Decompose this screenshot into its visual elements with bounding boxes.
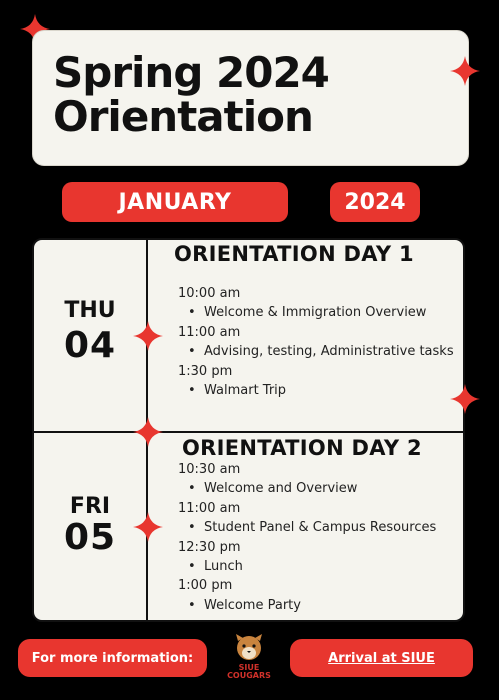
star-icon-divider-2 bbox=[133, 512, 163, 542]
star-icon-right-edge bbox=[450, 384, 480, 414]
schedule-time: 12:30 pm bbox=[178, 539, 241, 555]
day1-heading: ORIENTATION DAY 1 bbox=[174, 242, 414, 266]
schedule-divider-horizontal bbox=[32, 431, 465, 433]
schedule-time: 10:00 am bbox=[178, 286, 241, 301]
bullet-icon: • bbox=[188, 481, 196, 497]
title-card bbox=[32, 30, 469, 166]
day1-weekday: THU bbox=[64, 298, 116, 323]
day1-schedule bbox=[178, 284, 458, 400]
schedule-time: 10:30 am bbox=[178, 462, 241, 477]
day2-date: 05 bbox=[63, 517, 117, 558]
bullet-icon: • bbox=[188, 597, 196, 613]
bullet-icon: • bbox=[188, 520, 196, 536]
day2-schedule bbox=[178, 460, 458, 615]
logo-text-siue: SIUE bbox=[238, 663, 260, 672]
day1-date: 04 bbox=[63, 325, 117, 366]
bullet-icon: • bbox=[188, 382, 196, 398]
bullet-icon: • bbox=[188, 558, 196, 574]
more-info-label: For more information: bbox=[18, 639, 207, 677]
star-icon-top-right bbox=[450, 56, 480, 86]
page-title-line-1: Spring 2024 bbox=[53, 48, 329, 97]
day2-weekday: FRI bbox=[69, 494, 111, 519]
day2-heading: ORIENTATION DAY 2 bbox=[182, 436, 422, 460]
cougar-head-icon bbox=[224, 633, 274, 663]
siue-cougars-logo bbox=[224, 633, 274, 681]
schedule-time: 1:30 pm bbox=[178, 363, 233, 379]
year-badge: 2024 bbox=[330, 182, 420, 222]
star-icon-divider-1 bbox=[133, 321, 163, 351]
schedule-item: • Advising, testing, Administrative tasks bbox=[178, 342, 458, 361]
schedule-item: • Student Panel & Campus Resources bbox=[178, 518, 458, 537]
schedule-time: 11:00 am bbox=[178, 324, 241, 340]
schedule-item: • Walmart Trip bbox=[178, 381, 458, 400]
logo-text-cougars: COUGARS bbox=[227, 671, 271, 680]
bullet-icon: • bbox=[188, 344, 196, 360]
month-badge: JANUARY bbox=[62, 182, 288, 222]
schedule-item: • Lunch bbox=[178, 557, 458, 576]
schedule-time: 1:00 pm bbox=[178, 578, 233, 594]
schedule-item: • Welcome & Immigration Overview bbox=[178, 303, 458, 322]
star-icon-divider-center bbox=[133, 417, 163, 447]
page-title-line-2: Orientation bbox=[53, 92, 313, 141]
bullet-icon: • bbox=[188, 305, 196, 321]
schedule-item: • Welcome Party bbox=[178, 596, 458, 615]
schedule-time: 11:00 am bbox=[178, 500, 241, 516]
arrival-at-siue-link[interactable]: Arrival at SIUE bbox=[290, 639, 473, 677]
schedule-item: • Welcome and Overview bbox=[178, 479, 458, 498]
